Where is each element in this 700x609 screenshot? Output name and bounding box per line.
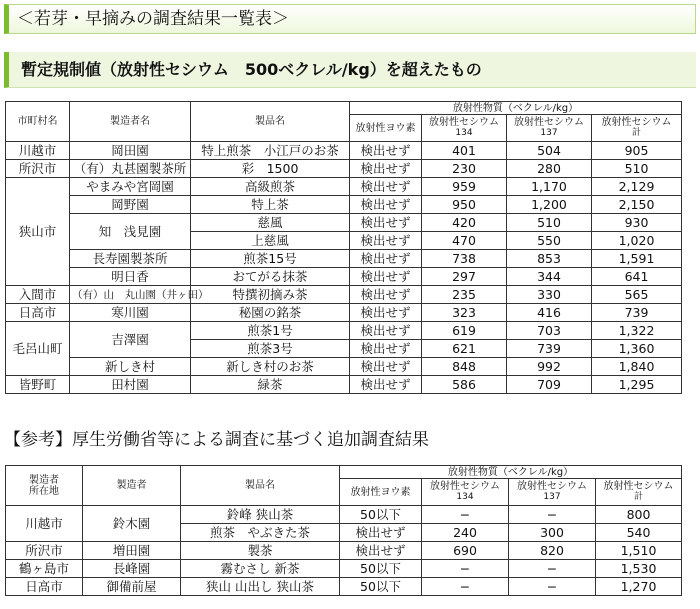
section1-title: ＜若芽・早摘みの調査結果一覧表＞ (4, 4, 696, 34)
table-row (6, 268, 682, 286)
cell-product: 鈴峰 狭山茶 (181, 506, 340, 524)
cell-cs137: 550 (507, 232, 592, 250)
table-row (6, 196, 682, 214)
cell-cs137: 300 (509, 524, 596, 542)
cell-product: 煎茶3号 (191, 340, 350, 358)
cell-iodine: 50以下 (340, 506, 422, 524)
cell-cs137: − (509, 506, 596, 524)
table-row (6, 542, 682, 560)
table-row (6, 376, 682, 394)
cell-total: 1,295 (592, 376, 682, 394)
cell-product: 霧むさし 新茶 (181, 560, 340, 578)
header-cs137-label: 放射性セシウム (517, 481, 587, 492)
cell-cs134: 323 (422, 304, 507, 322)
cell-maker: 長寿園製茶所 (70, 250, 191, 268)
header-municipality: 市町村名 (6, 102, 70, 142)
cell-cs137: − (509, 560, 596, 578)
header-iodine: 放射性ヨウ素 (340, 479, 422, 506)
cell-cs134: 401 (422, 142, 507, 160)
cell-product: 特上煎茶 小江戸のお茶 (191, 142, 350, 160)
cell-total: 905 (592, 142, 682, 160)
table-row (6, 160, 682, 178)
cell-cs134: 959 (422, 178, 507, 196)
cell-total: 1,270 (596, 578, 682, 596)
cell-product: 特上茶 (191, 196, 350, 214)
header-radioactive-group: 放射性物質（ベクレル/kg） (340, 466, 682, 479)
cell-cs137: 820 (509, 542, 596, 560)
header-total (596, 479, 682, 506)
results-table (5, 101, 682, 394)
cell-iodine: 検出せず (350, 142, 422, 160)
table-row (6, 358, 682, 376)
cell-product: 煎茶1号 (191, 322, 350, 340)
cell-maker: （有）山 丸山園（井ヶ田） (70, 286, 191, 304)
cell-location: 日高市 (6, 578, 83, 596)
cell-product: 特撰初摘み茶 (191, 286, 350, 304)
cell-cs137: 703 (507, 322, 592, 340)
cell-total: 565 (592, 286, 682, 304)
cell-municipality: 所沢市 (6, 160, 70, 178)
cell-iodine: 検出せず (350, 268, 422, 286)
cell-cs137: 739 (507, 340, 592, 358)
table-row (6, 560, 682, 578)
section1-subtitle: 暫定規制値（放射性セシウム 500ベクレル/kg）を超えたもの (4, 52, 696, 88)
cell-product: 慈風 (191, 214, 350, 232)
cell-cs134: 230 (422, 160, 507, 178)
cell-maker: 増田園 (83, 542, 181, 560)
cell-cs134: − (422, 560, 509, 578)
cell-maker: 寒川園 (70, 304, 191, 322)
cell-total: 1,840 (592, 358, 682, 376)
cell-iodine: 検出せず (340, 524, 422, 542)
header-cs137 (507, 115, 592, 142)
cell-iodine: 検出せず (350, 340, 422, 358)
cell-total: 1,591 (592, 250, 682, 268)
cell-iodine: 50以下 (340, 578, 422, 596)
cell-cs137: 416 (507, 304, 592, 322)
cell-cs137: 504 (507, 142, 592, 160)
cell-maker: （有）丸甚園製茶所 (70, 160, 191, 178)
cell-maker: やまみや宮岡園 (70, 178, 191, 196)
cell-cs137: 853 (507, 250, 592, 268)
header-total-label: 放射性セシウム (601, 117, 672, 128)
cell-iodine: 検出せず (350, 358, 422, 376)
cell-location: 所沢市 (6, 542, 83, 560)
cell-iodine: 検出せず (350, 232, 422, 250)
cell-iodine: 検出せず (350, 376, 422, 394)
cell-cs137: 330 (507, 286, 592, 304)
table-row (6, 304, 682, 322)
cell-cs134: 240 (422, 524, 509, 542)
cell-product: 高級煎茶 (191, 178, 350, 196)
cell-maker: 岡野園 (70, 196, 191, 214)
header-maker: 製造者名 (70, 102, 191, 142)
cell-cs134: 738 (422, 250, 507, 268)
cell-total: 2,129 (592, 178, 682, 196)
cell-total: 641 (592, 268, 682, 286)
cell-iodine: 検出せず (350, 160, 422, 178)
cell-product: 彩 1500 (191, 160, 350, 178)
cell-total: 1,322 (592, 322, 682, 340)
cell-cs137: − (509, 578, 596, 596)
cell-iodine: 検出せず (350, 178, 422, 196)
header-cs137-sub: 137 (543, 492, 561, 502)
header-cs137-label: 放射性セシウム (514, 117, 584, 128)
header-maker: 製造者 (83, 466, 181, 506)
cell-municipality: 入間市 (6, 286, 70, 304)
cell-cs134: − (422, 506, 509, 524)
cell-cs134: 586 (422, 376, 507, 394)
cell-cs137: 992 (507, 358, 592, 376)
cell-maker: 鈴木園 (83, 506, 181, 542)
header-product: 製品名 (181, 466, 340, 506)
cell-iodine: 検出せず (350, 250, 422, 268)
cell-product: 煎茶15号 (191, 250, 350, 268)
cell-cs137: 344 (507, 268, 592, 286)
header-total (592, 115, 682, 142)
cell-iodine: 検出せず (350, 322, 422, 340)
cell-product: 緑茶 (191, 376, 350, 394)
table-row (6, 286, 682, 304)
cell-total: 1,530 (596, 560, 682, 578)
header-location-line1: 製造者 (29, 474, 59, 486)
cell-maker: 知 浅見園 (70, 214, 191, 250)
cell-total: 1,510 (596, 542, 682, 560)
header-total-sub: 計 (634, 492, 644, 502)
cell-maker: 明日香 (70, 268, 191, 286)
table-row (6, 250, 682, 268)
cell-cs137: 1,170 (507, 178, 592, 196)
cell-cs134: 619 (422, 322, 507, 340)
cell-maker: 吉澤園 (70, 322, 191, 358)
header-cs137-sub: 137 (540, 128, 558, 138)
cell-iodine: 検出せず (350, 196, 422, 214)
header-cs134 (422, 479, 509, 506)
cell-municipality: 皆野町 (6, 376, 70, 394)
cell-cs134: 470 (422, 232, 507, 250)
additional-results-table (5, 465, 682, 596)
cell-total: 739 (592, 304, 682, 322)
cell-maker: 長峰園 (83, 560, 181, 578)
header-total-sub: 計 (632, 128, 642, 138)
cell-total: 540 (596, 524, 682, 542)
header-radioactive-group: 放射性物質（ベクレル/kg） (350, 102, 682, 115)
cell-total: 1,020 (592, 232, 682, 250)
cell-maker: 御備前屋 (83, 578, 181, 596)
cell-cs137: 709 (507, 376, 592, 394)
cell-product: 製茶 (181, 542, 340, 560)
cell-cs134: − (422, 578, 509, 596)
cell-cs134: 235 (422, 286, 507, 304)
table-row (6, 142, 682, 160)
cell-total: 2,150 (592, 196, 682, 214)
cell-cs134: 848 (422, 358, 507, 376)
header-product: 製品名 (191, 102, 350, 142)
cell-cs137: 510 (507, 214, 592, 232)
cell-cs134: 420 (422, 214, 507, 232)
cell-product: 新しき村のお茶 (191, 358, 350, 376)
cell-cs137: 1,200 (507, 196, 592, 214)
cell-product: 秘園の銘茶 (191, 304, 350, 322)
header-location-line2: 所在地 (29, 485, 59, 497)
cell-product: 狭山 山出し 狭山茶 (181, 578, 340, 596)
cell-iodine: 50以下 (340, 560, 422, 578)
table-row (6, 506, 682, 524)
header-cs134-label: 放射性セシウム (430, 481, 500, 492)
header-cs134-sub: 134 (456, 492, 474, 502)
header-location (6, 466, 83, 506)
cell-municipality: 毛呂山町 (6, 322, 70, 376)
cell-municipality: 川越市 (6, 142, 70, 160)
cell-iodine: 検出せず (350, 286, 422, 304)
section2-title: 【参考】厚生労働省等による調査に基づく追加調査結果 (4, 430, 429, 450)
table-row (6, 578, 682, 596)
cell-location: 川越市 (6, 506, 83, 542)
table-row (6, 322, 682, 340)
cell-total: 1,360 (592, 340, 682, 358)
cell-cs134: 621 (422, 340, 507, 358)
header-iodine: 放射性ヨウ素 (350, 115, 422, 142)
cell-maker: 岡田園 (70, 142, 191, 160)
cell-cs134: 297 (422, 268, 507, 286)
cell-maker: 新しき村 (70, 358, 191, 376)
cell-iodine: 検出せず (350, 304, 422, 322)
header-cs134-sub: 134 (455, 128, 473, 138)
header-cs134-label: 放射性セシウム (429, 117, 499, 128)
cell-product: 煎茶 やぶきた茶 (181, 524, 340, 542)
table-row (6, 214, 682, 232)
cell-maker: 田村園 (70, 376, 191, 394)
cell-municipality: 日高市 (6, 304, 70, 322)
cell-cs134: 950 (422, 196, 507, 214)
cell-total: 800 (596, 506, 682, 524)
cell-total: 510 (592, 160, 682, 178)
cell-location: 鶴ヶ島市 (6, 560, 83, 578)
header-cs137 (509, 479, 596, 506)
cell-iodine: 検出せず (340, 542, 422, 560)
cell-product: 上慈風 (191, 232, 350, 250)
header-total-label: 放射性セシウム (603, 481, 674, 492)
cell-product: おてがる抹茶 (191, 268, 350, 286)
cell-total: 930 (592, 214, 682, 232)
table-row (6, 178, 682, 196)
cell-iodine: 検出せず (350, 214, 422, 232)
cell-cs137: 280 (507, 160, 592, 178)
header-cs134 (422, 115, 507, 142)
cell-cs134: 690 (422, 542, 509, 560)
cell-municipality: 狭山市 (6, 178, 70, 286)
